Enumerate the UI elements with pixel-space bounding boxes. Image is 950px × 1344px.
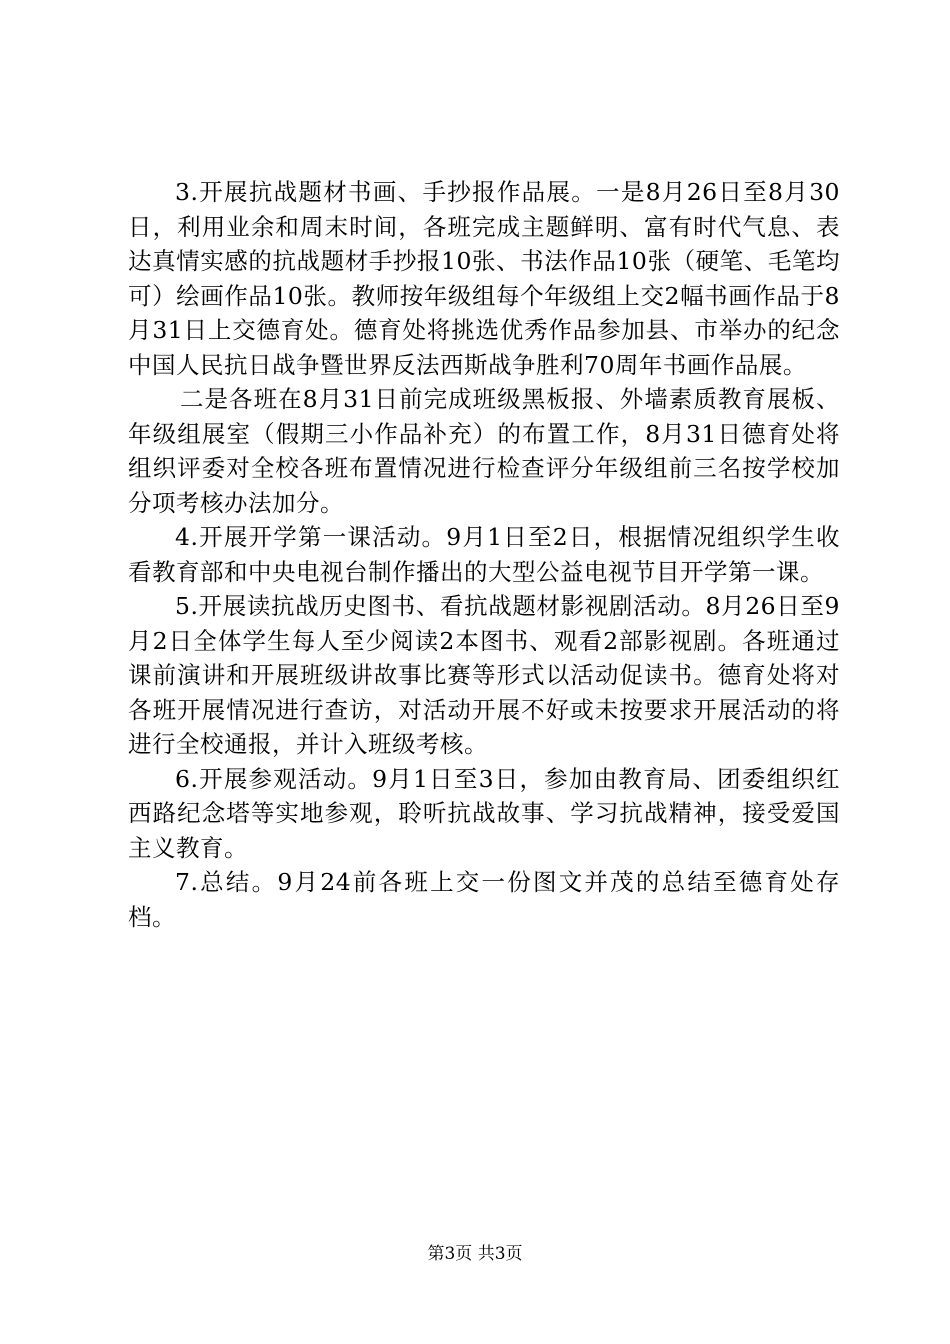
paragraph-first-lesson: 4.开展开学第一课活动。9月1日至2日，根据情况组织学生收看教育部和中央电视台制作播出的大型公益电视节目开学第一课。 xyxy=(128,523,840,586)
paragraph-reading: 5.开展读抗战历史图书、看抗战题材影视剧活动。8月26日至9月2日全体学生每人至少阅读2本图书、观看2部影视剧。各班通过课前演讲和开展班级讲故事比赛等形式以活动促读书。德育处将对各班开展情况进行查访，对活动开展不好或未按要求开展活动的将进行全校通报，并计入班级考核。 xyxy=(128,592,840,758)
paragraph-summary: 7.总结。9月24前各班上交一份图文并茂的总结至德育处存档。 xyxy=(128,868,840,931)
paragraph-blackboard: 二是各班在8月31日前完成班级黑板报、外墙素质教育展板、年级组展室（假期三小作品补充）的布置工作，8月31日德育处将组织评委对全校各班布置情况进行检查评分年级组前三名按学校加分项考核办法加分。 xyxy=(128,385,840,517)
paragraph-exhibition: 3.开展抗战题材书画、手抄报作品展。一是8月26日至8月30日，利用业余和周末时间，各班完成主题鲜明、富有时代气息、表达真情实感的抗战题材手抄报10张、书法作品10张（硬笔、毛笔均可）绘画作品10张。教师按年级组每个年级组上交2幅书画作品于8月31日上交德育处。德育处将挑选优秀作品参加县、市举办的纪念中国人民抗日战争暨世界反法西斯战争胜利70周年书画作品展。 xyxy=(128,178,840,379)
document-body xyxy=(128,175,840,934)
paragraph-visit: 6.开展参观活动。9月1日至3日，参加由教育局、团委组织红西路纪念塔等实地参观，聆听抗战故事、学习抗战精神，接受爱国主义教育。 xyxy=(128,764,840,862)
page-footer: 第3页 共3页 xyxy=(427,1244,523,1264)
